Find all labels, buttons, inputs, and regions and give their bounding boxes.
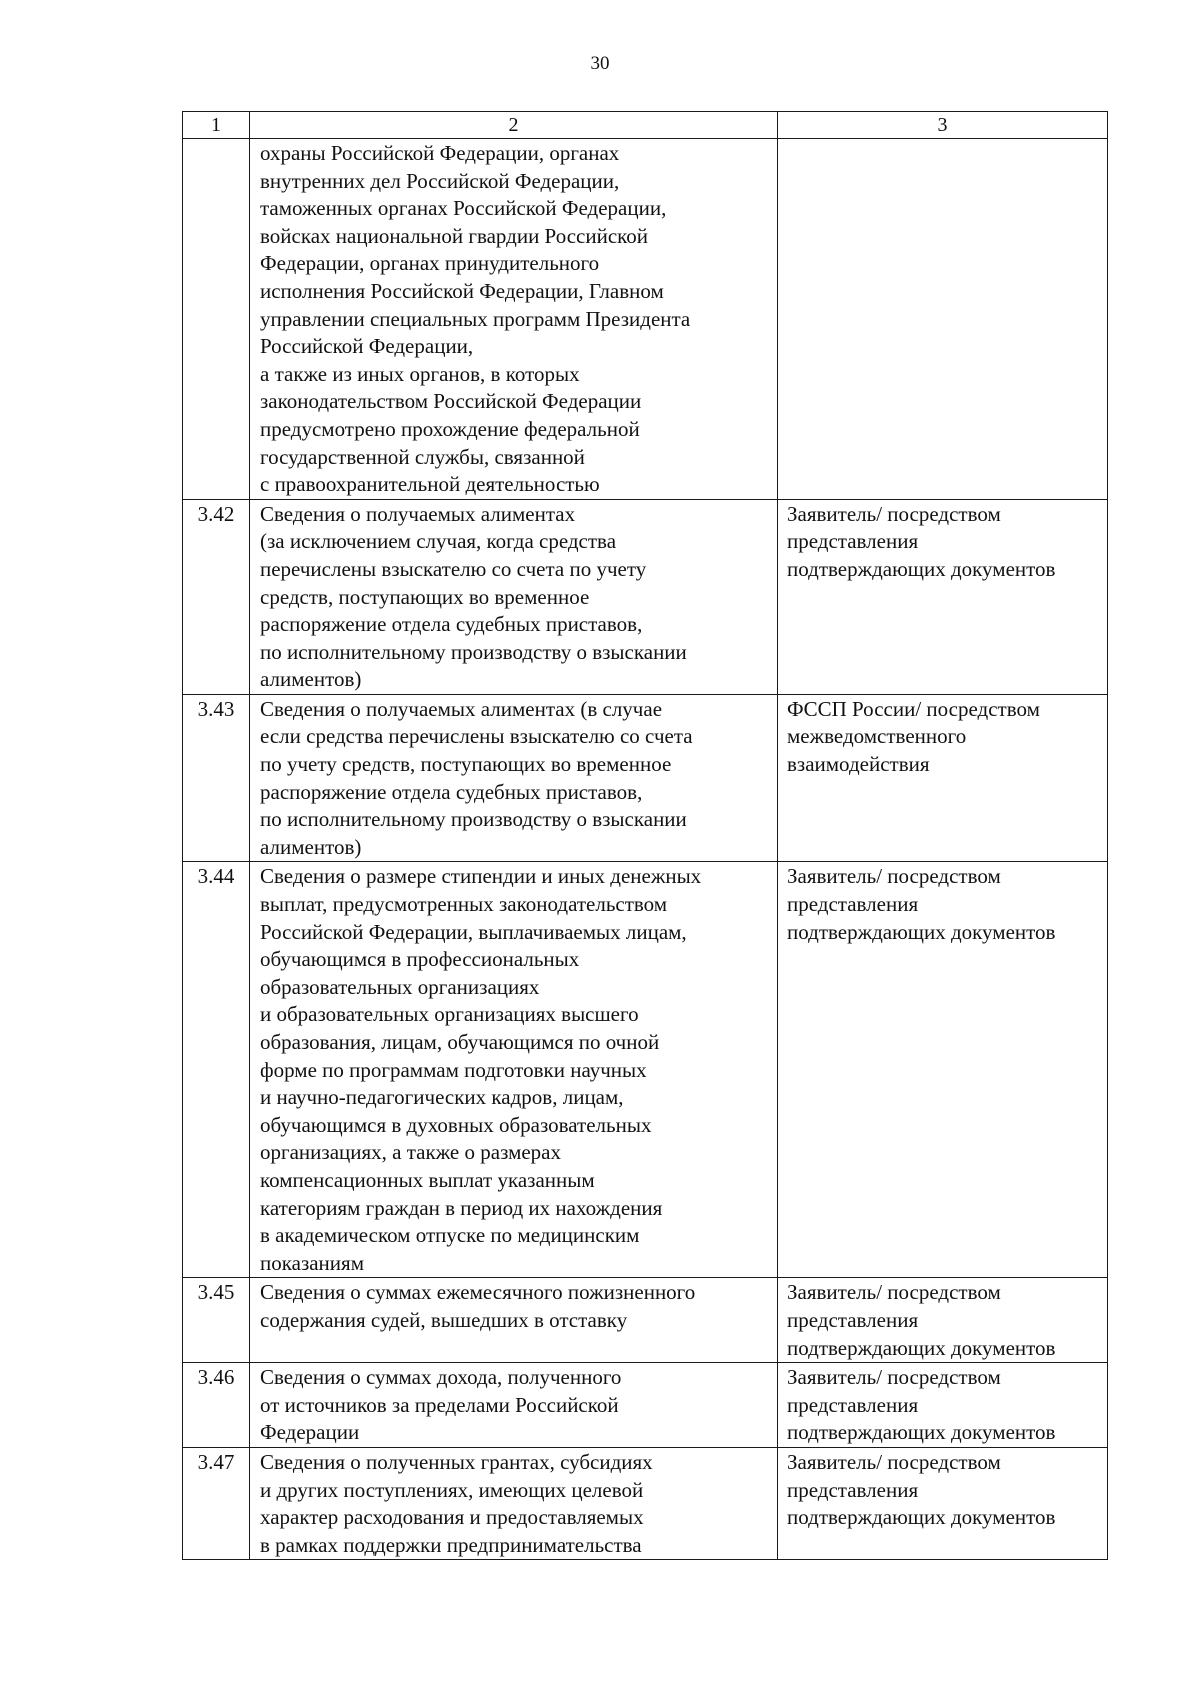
row-source — [778, 139, 1108, 500]
source-line: Заявитель/ посредством — [787, 1449, 1001, 1474]
description-line: показаниям — [260, 1250, 364, 1275]
table-row — [183, 1363, 1108, 1448]
description-line: Сведения о суммах ежемесячного пожизненного — [260, 1280, 696, 1305]
source-line: ФССП России/ посредством — [787, 696, 1040, 721]
source-line: подтверждающих документов — [787, 919, 1056, 944]
description-line: Федерации — [260, 1420, 360, 1445]
description-line: компенсационных выплат указанным — [260, 1167, 595, 1192]
description-line: обучающимся в духовных образовательных — [260, 1112, 652, 1137]
row-source — [778, 1278, 1108, 1363]
description-line: Российской Федерации, — [260, 334, 474, 359]
description-line: государственной службы, связанной — [260, 444, 585, 469]
row-description — [250, 862, 778, 1278]
description-line: (за исключением случая, когда средства — [260, 529, 617, 554]
description-line: в академическом отпуске по медицинским — [260, 1223, 640, 1248]
description-line: войсках национальной гвардии Российской — [260, 223, 649, 248]
table-row — [183, 694, 1108, 862]
description-line: управлении специальных программ Президента — [260, 306, 691, 331]
row-source — [778, 862, 1108, 1278]
description-line: характер расходования и предоставляемых — [260, 1505, 644, 1530]
row-description — [250, 1447, 778, 1559]
source-line: представления — [787, 892, 919, 917]
source-line: представления — [787, 529, 919, 554]
row-source — [778, 694, 1108, 862]
row-source — [778, 1363, 1108, 1448]
description-line: Федерации, органах принудительного — [260, 251, 600, 276]
row-source — [778, 499, 1108, 694]
description-line: организациях, а также о размерах — [260, 1140, 561, 1165]
description-line: алиментов) — [260, 667, 362, 692]
header-col-1: 1 — [183, 112, 250, 139]
description-line: по исполнительному производству о взыскании — [260, 639, 687, 664]
table-header-row — [183, 112, 1108, 139]
description-line: если средства перечислены взыскателю со счета — [260, 724, 693, 749]
row-number: 3.47 — [183, 1447, 250, 1559]
table-row — [183, 1447, 1108, 1559]
row-description — [250, 139, 778, 500]
source-line: подтверждающих документов — [787, 1420, 1056, 1445]
description-line: алиментов) — [260, 834, 362, 859]
description-line: и других поступлениях, имеющих целевой — [260, 1477, 644, 1502]
description-line: распоряжение отдела судебных приставов, — [260, 612, 643, 637]
description-line: с правоохранительной деятельностью — [260, 472, 600, 497]
table-row — [183, 1278, 1108, 1363]
source-line: Заявитель/ посредством — [787, 501, 1001, 526]
source-line: подтверждающих документов — [787, 556, 1056, 581]
source-line: Заявитель/ посредством — [787, 1280, 1001, 1305]
table-row — [183, 139, 1108, 500]
source-line: представления — [787, 1307, 919, 1332]
source-line: Заявитель/ посредством — [787, 864, 1001, 889]
row-description — [250, 1363, 778, 1448]
source-line: межведомственного — [787, 724, 967, 749]
row-number: 3.45 — [183, 1278, 250, 1363]
description-line: внутренних дел Российской Федерации, — [260, 168, 620, 193]
source-line: взаимодействия — [787, 752, 930, 777]
row-number — [183, 139, 250, 500]
row-description — [250, 499, 778, 694]
table-row — [183, 862, 1108, 1278]
description-line: а также из иных органов, в которых — [260, 361, 580, 386]
description-line: Сведения о получаемых алиментах — [260, 501, 576, 526]
description-line: выплат, предусмотренных законодательством — [260, 892, 668, 917]
description-line: от источников за пределами Российской — [260, 1392, 619, 1417]
description-line: обучающимся в профессиональных — [260, 947, 580, 972]
row-number: 3.46 — [183, 1363, 250, 1448]
header-col-3: 3 — [778, 112, 1108, 139]
source-line: представления — [787, 1477, 919, 1502]
description-line: по учету средств, поступающих во временное — [260, 752, 672, 777]
description-line: образовательных организациях — [260, 974, 540, 999]
description-line: распоряжение отдела судебных приставов, — [260, 779, 643, 804]
description-line: категориям граждан в период их нахождения — [260, 1195, 663, 1220]
description-line: законодательством Российской Федерации — [260, 389, 642, 414]
source-line: представления — [787, 1392, 919, 1417]
description-line: форме по программам подготовки научных — [260, 1057, 647, 1082]
source-line: Заявитель/ посредством — [787, 1365, 1001, 1390]
description-line: содержания судей, вышедших в отставку — [260, 1307, 628, 1332]
header-col-2: 2 — [250, 112, 778, 139]
row-number: 3.44 — [183, 862, 250, 1278]
source-line: подтверждающих документов — [787, 1335, 1056, 1360]
description-line: образования, лицам, обучающимся по очной — [260, 1030, 660, 1054]
description-line: и образовательных организациях высшего — [260, 1002, 639, 1027]
description-line: Российской Федерации, выплачиваемых лицам, — [260, 919, 687, 944]
row-number: 3.42 — [183, 499, 250, 694]
row-description — [250, 694, 778, 862]
table-body — [183, 139, 1108, 1560]
data-sources-table — [182, 111, 1108, 1560]
source-line: подтверждающих документов — [787, 1505, 1056, 1530]
description-line: исполнения Российской Федерации, Главном — [260, 278, 664, 303]
description-line: по исполнительному производству о взыскании — [260, 807, 687, 832]
description-line: перечислены взыскателю со счета по учету — [260, 556, 647, 581]
description-line: средств, поступающих во временное — [260, 584, 590, 609]
description-line: Сведения о полученных грантах, субсидиях — [260, 1449, 653, 1474]
description-line: Сведения о получаемых алиментах (в случае — [260, 696, 663, 721]
page-number: 30 — [590, 53, 610, 74]
description-line: Сведения о суммах дохода, полученного — [260, 1365, 622, 1390]
description-line: охраны Российской Федерации, органах — [260, 141, 620, 165]
description-line: таможенных органах Российской Федерации, — [260, 196, 667, 221]
description-line: и научно-педагогических кадров, лицам, — [260, 1085, 624, 1110]
description-line: Сведения о размере стипендии и иных денежных — [260, 864, 702, 889]
description-line: предусмотрено прохождение федеральной — [260, 416, 640, 441]
row-description — [250, 1278, 778, 1363]
description-line: в рамках поддержки предпринимательства — [260, 1532, 642, 1557]
table-row — [183, 499, 1108, 694]
row-number: 3.43 — [183, 694, 250, 862]
row-source — [778, 1447, 1108, 1559]
